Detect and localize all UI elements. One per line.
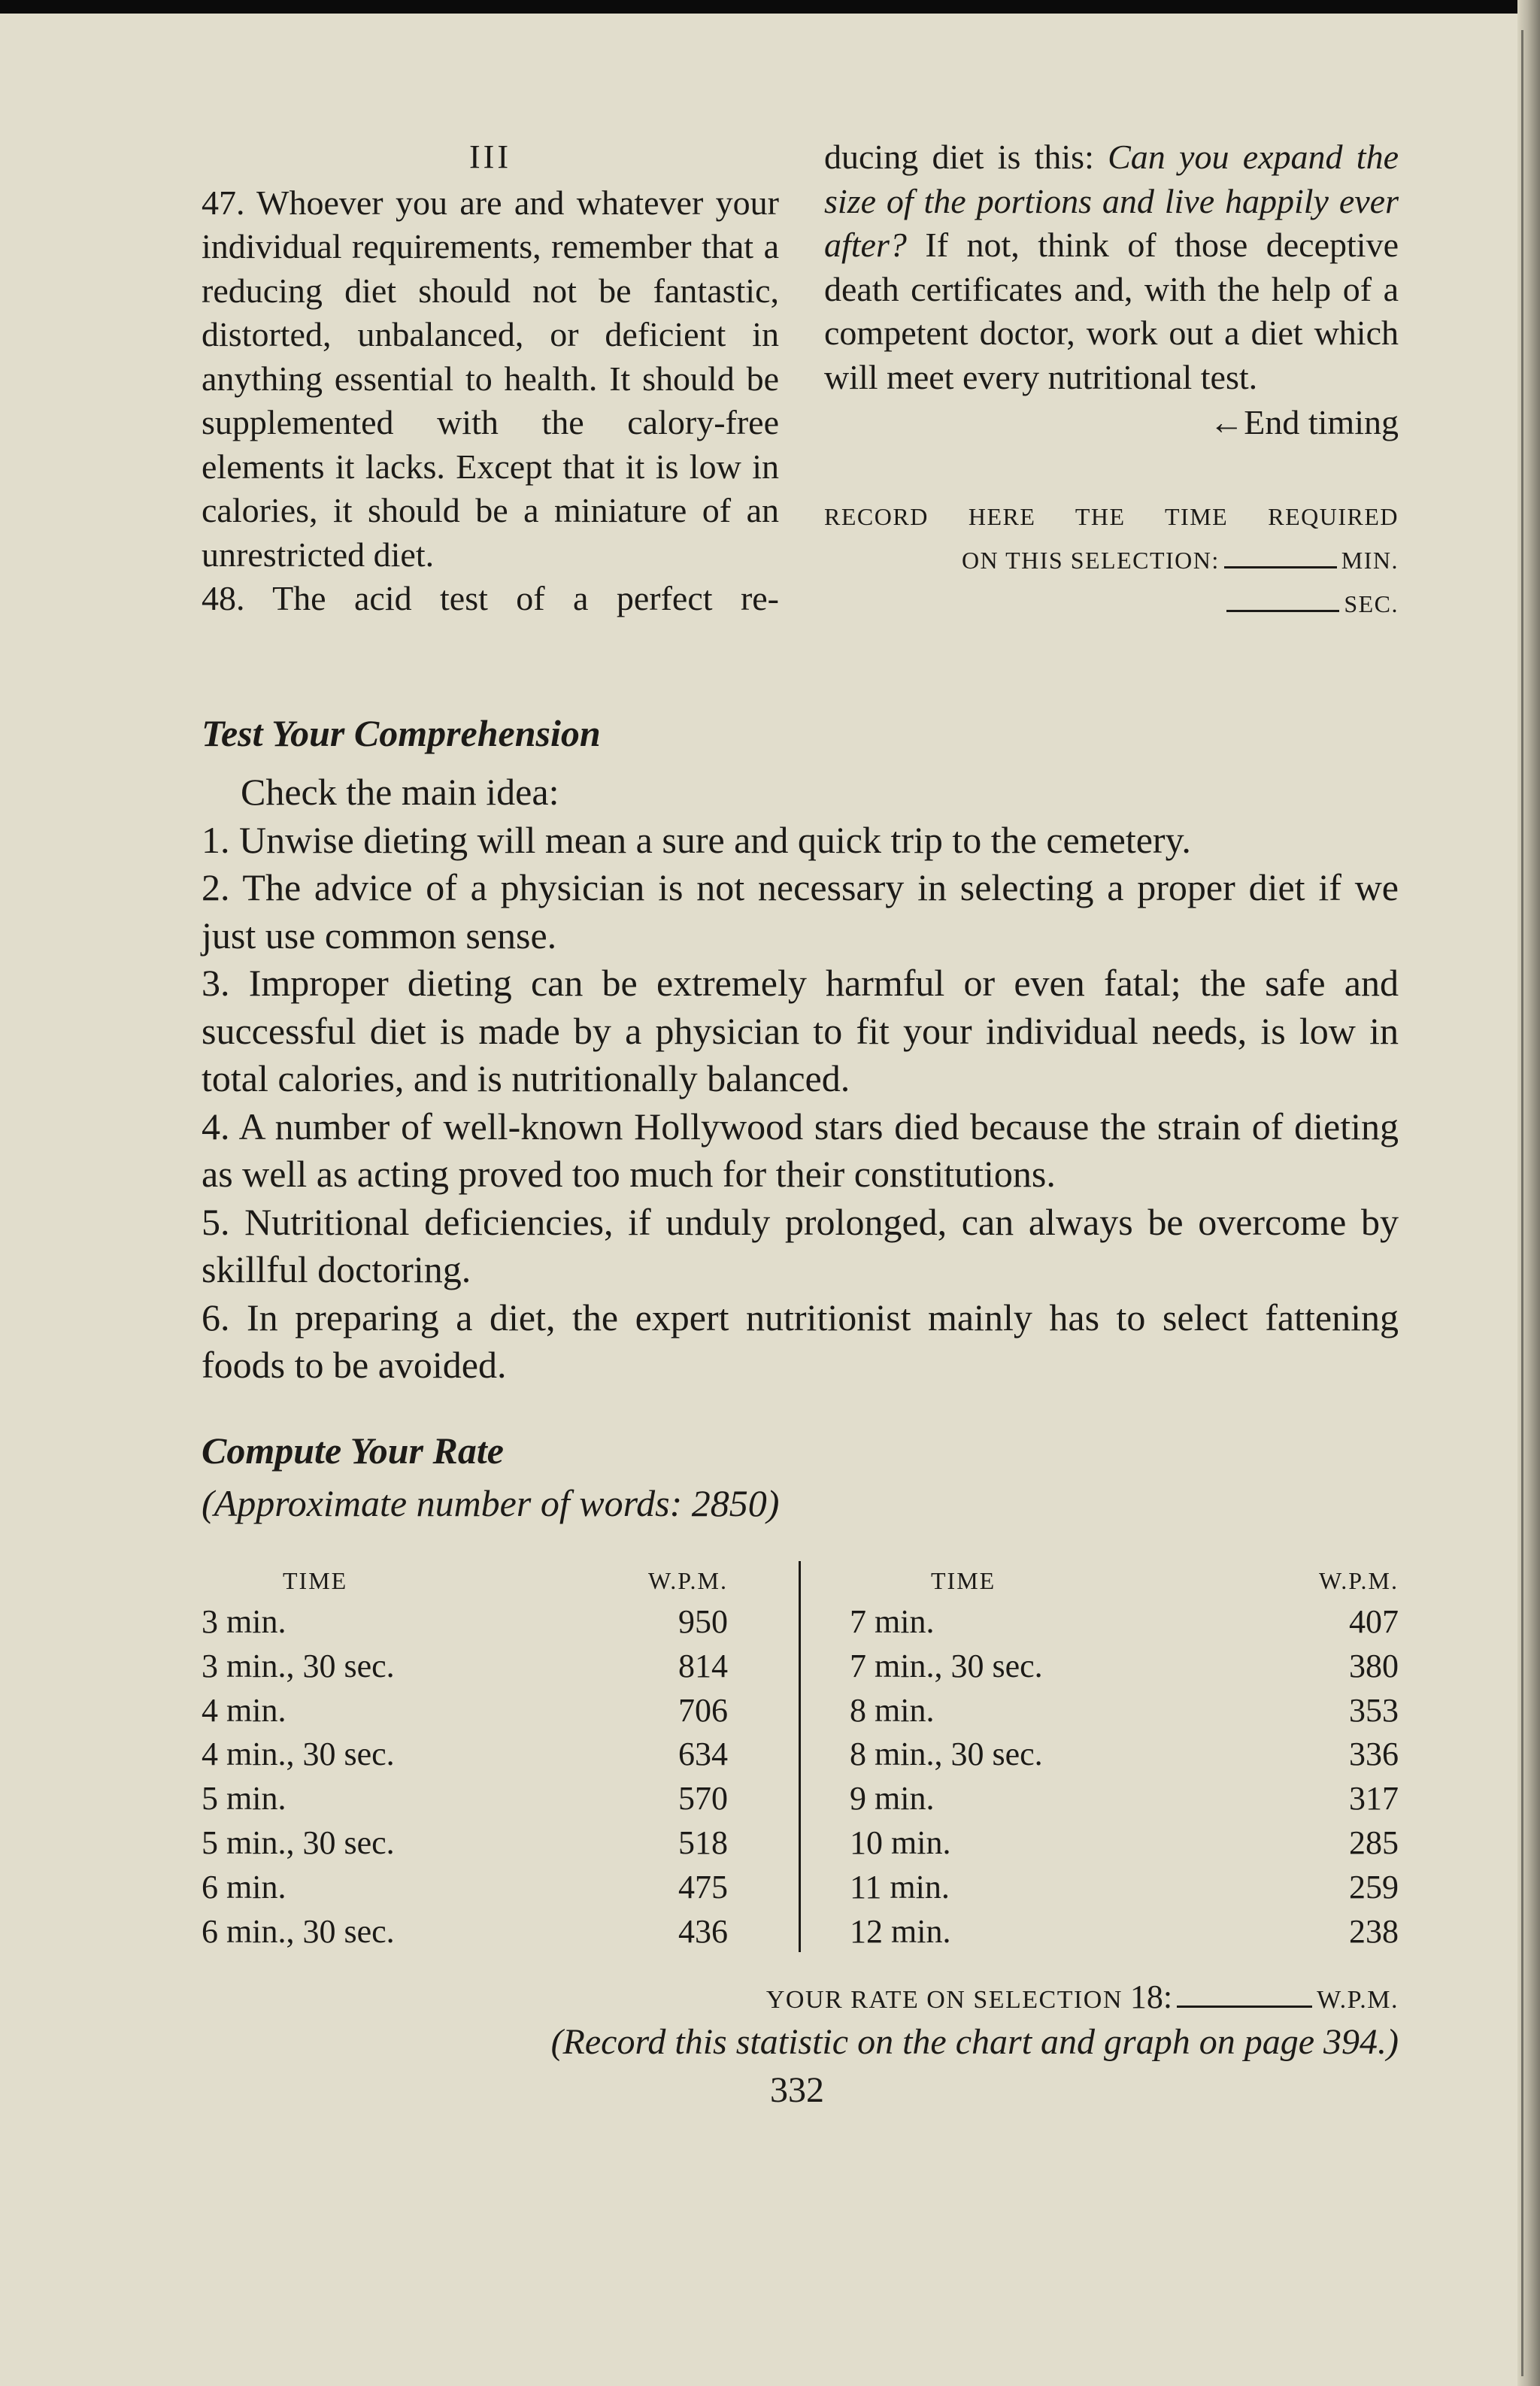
seconds-blank-field[interactable]: [1226, 586, 1339, 612]
time-cell: 10 min.: [850, 1824, 951, 1861]
comprehension-heading: Test Your Comprehension: [202, 712, 601, 754]
record-statistic-note: (Record this statistic on the chart and graph on page 394.): [550, 2022, 1399, 2062]
wpm-column-header: W.P.M.: [648, 1567, 728, 1594]
wpm-cell: 259: [1349, 1868, 1399, 1905]
time-column-header: TIME: [283, 1567, 348, 1594]
wpm-cell: 336: [1349, 1736, 1399, 1773]
wpm-cell: 436: [678, 1912, 728, 1950]
rate-table-row: [202, 1910, 728, 1954]
rate-table-row: [850, 1866, 1399, 1910]
comprehension-option-6[interactable]: 6. In preparing a diet, the expert nutritionist mainly has to select fattening foods to be avoided.: [202, 1296, 1399, 1386]
wpm-cell: 285: [1349, 1824, 1399, 1861]
wpm-unit: W.P.M.: [1317, 1986, 1399, 2014]
reading-right-column: [824, 135, 1399, 626]
end-timing-marker: ←End timing: [1209, 403, 1399, 441]
wpm-cell: 475: [678, 1868, 728, 1905]
rate-table-row: [850, 1777, 1399, 1821]
book-spine-edge: [1517, 0, 1540, 2386]
rate-table-row: [850, 1910, 1399, 1954]
record-time-label: RECORD HERE THE TIME REQUIRED: [824, 502, 1399, 530]
time-cell: 7 min., 30 sec.: [850, 1647, 1043, 1684]
paragraph-47: 47. Whoever you are and whatever your individual requirements, remember that a reducing diet should not be fantastic, distorted, unbalanced, or deficient in anything essential to health. It should be supplemented with the calory-free elements it lacks. Except that it is low in calories, it should be a miniature of an unrestricted diet.: [202, 183, 779, 574]
acid-test-question: Can you expand the size of the portions and live happily ever after?: [824, 138, 1399, 264]
paragraph-48: 48. The acid test of a perfect re-: [202, 579, 779, 617]
time-cell: 6 min., 30 sec.: [202, 1912, 395, 1950]
record-time-selection-label: ON THIS SELECTION:: [961, 546, 1220, 574]
record-time-minutes-line: [824, 538, 1399, 582]
paragraph-48-start: ducing diet is this:: [824, 138, 1108, 176]
seconds-label: SEC.: [1344, 590, 1399, 617]
comprehension-option-5[interactable]: 5. Nutritional deficiencies, if unduly prolonged, can always be overcome by skillful doctoring.: [202, 1200, 1399, 1290]
rate-table-row: [202, 1645, 728, 1689]
spine-shadow-line: [1521, 30, 1523, 2376]
time-cell: 6 min.: [202, 1868, 286, 1905]
paragraph-48-continued: [824, 135, 1399, 399]
paragraph-48-end: If not, think of those deceptive death certificates and, with the help of a competent doctor, work out a diet which will meet every nutritional test.: [824, 226, 1399, 396]
rate-table-left: [202, 1561, 728, 1954]
wpm-cell: 570: [678, 1780, 728, 1818]
comprehension-block: [202, 769, 1399, 1390]
rate-blank-field[interactable]: [1177, 1981, 1312, 2008]
comprehension-instruction: Check the main idea:: [241, 771, 559, 813]
time-cell: 4 min.: [202, 1691, 286, 1729]
wpm-cell: 407: [1349, 1603, 1399, 1640]
rate-table-header: [850, 1561, 1399, 1600]
rate-table-row: [202, 1733, 728, 1777]
wpm-cell: 380: [1349, 1647, 1399, 1684]
time-cell: 7 min.: [850, 1603, 935, 1640]
rate-table-row: [850, 1689, 1399, 1733]
selection-number: 18:: [1129, 1978, 1173, 2015]
time-cell: 3 min., 30 sec.: [202, 1647, 395, 1684]
time-cell: 4 min., 30 sec.: [202, 1736, 395, 1773]
time-cell: 8 min., 30 sec.: [850, 1736, 1043, 1773]
time-cell: 11 min.: [850, 1868, 950, 1905]
time-column-header: TIME: [931, 1567, 996, 1594]
time-cell: 12 min.: [850, 1912, 951, 1950]
comprehension-option-1[interactable]: 1. Unwise dieting will mean a sure and quick trip to the cemetery.: [202, 818, 1191, 861]
rate-table-row: [850, 1821, 1399, 1866]
rate-table-row: [850, 1733, 1399, 1777]
record-time-block: [824, 495, 1399, 626]
comprehension-option-3[interactable]: 3. Improper dieting can be extremely harmful or even fatal; the safe and successful diet is made by a physician to fit your individual needs, is low in total calories, and is nutritionally balanced.: [202, 962, 1399, 1099]
wpm-cell: 238: [1349, 1912, 1399, 1950]
wpm-cell: 814: [678, 1647, 728, 1684]
rate-table-row: [202, 1821, 728, 1866]
time-cell: 9 min.: [850, 1780, 935, 1818]
wpm-cell: 706: [678, 1691, 728, 1729]
wpm-cell: 950: [678, 1603, 728, 1640]
time-cell: 5 min.: [202, 1780, 286, 1818]
wpm-cell: 634: [678, 1736, 728, 1773]
rate-table-header: [202, 1561, 728, 1600]
page-number: 332: [770, 2070, 824, 2110]
minutes-blank-field[interactable]: [1224, 542, 1337, 568]
wpm-cell: 317: [1349, 1780, 1399, 1818]
wpm-cell: 353: [1349, 1691, 1399, 1729]
comprehension-option-2[interactable]: 2. The advice of a physician is not necessary in selecting a proper diet if we just use common sense.: [202, 866, 1399, 957]
rate-table-row: [202, 1689, 728, 1733]
your-rate-label: YOUR RATE ON SELECTION: [765, 1986, 1123, 2014]
word-count-note: (Approximate number of words: 2850): [202, 1482, 780, 1524]
reading-left-column: [202, 135, 779, 621]
comprehension-option-4[interactable]: 4. A number of well-known Hollywood stars died because the strain of dieting as well as acting proved too much for their constitutions.: [202, 1105, 1399, 1195]
rate-table-right: [850, 1561, 1399, 1954]
rate-table-row: [850, 1600, 1399, 1645]
wpm-column-header: W.P.M.: [1319, 1567, 1399, 1594]
rate-table-row: [202, 1866, 728, 1910]
record-time-seconds-line: [824, 582, 1399, 626]
rate-table-row: [202, 1600, 728, 1645]
rate-table-row: [202, 1777, 728, 1821]
rate-heading: Compute Your Rate: [202, 1429, 504, 1472]
time-cell: 3 min.: [202, 1603, 286, 1640]
scan-top-edge: [0, 0, 1540, 14]
section-numeral: III: [469, 138, 511, 175]
time-cell: 8 min.: [850, 1691, 935, 1729]
minutes-label: MIN.: [1341, 546, 1399, 574]
your-rate-line: [766, 1978, 1399, 2016]
wpm-cell: 518: [678, 1824, 728, 1861]
table-divider: [799, 1561, 801, 1952]
time-cell: 5 min., 30 sec.: [202, 1824, 395, 1861]
rate-table-row: [850, 1645, 1399, 1689]
